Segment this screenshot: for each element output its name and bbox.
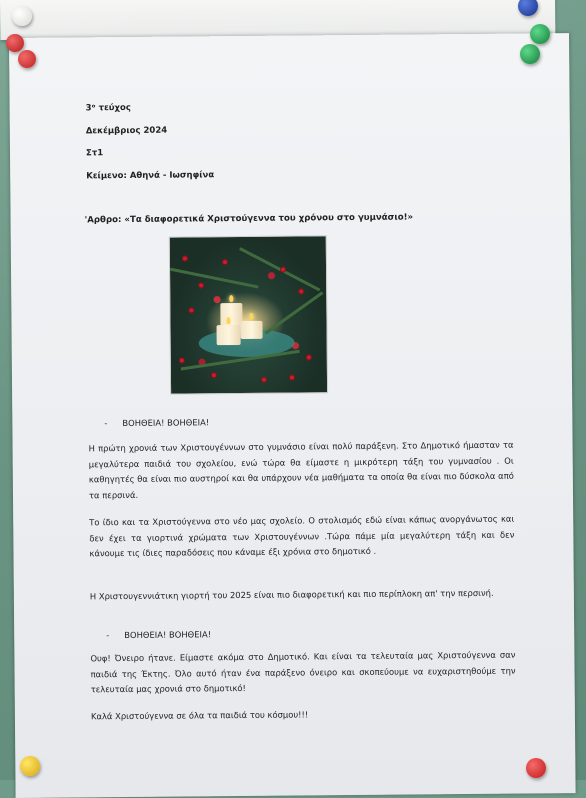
paragraph-1: Η πρώτη χρονιά των Χριστουγέννων στο γυμνάσιο είναι πολύ παράξενη. Στο Δημοτικό ήμασταν τα μεγαλύτερα παιδιά του σχολείου, ενώ τώρα θα είμαστε η μικρότερη τάξη του γυμνασίου . Οι καθηγητές θα είναι πιο αυστηροί και θα υπάρχουν νέα μαθήματα τα οποία θα είναι πιο δύσκολα από τα περσινά.: [88, 439, 514, 500]
bullet-help-1: - ΒΟΗΘΕΙΑ! ΒΟΗΘΕΙΑ!: [104, 417, 210, 429]
bullet-help-2: - ΒΟΗΘΕΙΑ! ΒΟΗΘΕΙΑ!: [106, 629, 212, 641]
christmas-candles-photo: [169, 235, 328, 394]
issue-number: 3ᵒ τεύχος: [85, 102, 131, 114]
red-pushpin-icon: [6, 34, 24, 52]
green-pushpin-icon: [530, 24, 550, 44]
article-title: 'Αρθρο: «Τα διαφορετικά Χριστούγεννα του χρόνου στο γυμνάσιο!»: [84, 212, 414, 226]
authors: Κείμενο: Αθηνά - Ιωσηφίνα: [86, 169, 215, 181]
paragraph-4: Ουφ! Όνειρο ήτανε. Είμαστε ακόμα στο Δημοτικό. Και είναι τα τελευταία μας Χριστούγεννα σαν παιδιά της Έκτης. Όλο αυτό ήταν ένα παράξενο όνειρο και σκοπεύουμε να ευχαριστηθούμε την τελευταία μας χρονιά στο δημοτικό!: [90, 649, 516, 695]
white-pushpin-icon: [12, 6, 32, 26]
red-pushpin-icon: [18, 50, 36, 68]
newsletter-header: [86, 103, 215, 194]
issue-date: Δεκέμβριος 2024: [85, 125, 168, 136]
red-pushpin-icon: [526, 758, 546, 778]
closing-wishes: Καλά Χριστούγεννα σε όλα τα παιδιά του κόσμου!!!: [90, 709, 309, 722]
class-name: Στ1: [85, 148, 104, 159]
paragraph-2: Το ίδιο και τα Χριστούγεννα στο νέο μας σχολείο. Ο στολισμός εδώ είναι κάπως ανοργάνωτος και δεν έχει τα γιορτινά χρώματα των Χριστουγέννων .Τώρα πάμε μία μεγαλύτερη τάξη και δεν κάνουμε τις ίδιες παραδόσεις που κάναμε έξι χρόνια στο δημοτικό .: [89, 513, 515, 559]
yellow-pushpin-icon: [20, 756, 40, 776]
paragraph-3: Η Χριστουγεννιάτικη γιορτή του 2025 είναι πιο διαφορετική και πιο περίπλοκη απ' την περσινή.: [89, 587, 494, 602]
newsletter-page: [9, 33, 576, 798]
green-pushpin-icon: [520, 44, 540, 64]
